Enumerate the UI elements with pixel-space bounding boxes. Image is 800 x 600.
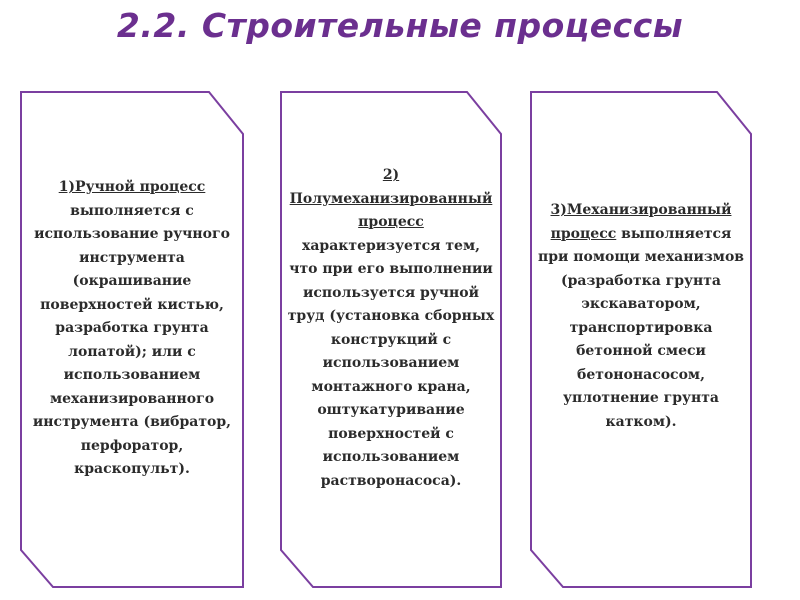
- card-heading: 1)Ручной процесс: [58, 179, 206, 195]
- card-semi-mechanized-process: [281, 92, 501, 587]
- card-body: выполняется с использование ручного инструмента (окрашивание поверхностей кистью, разработка грунта лопатой); или с использованием механизированного инструмента (вибратор, перфоратор, краскопульт).: [32, 202, 232, 477]
- card-manual-process: [21, 92, 243, 587]
- card-body: выполняется при помощи механизмов (разработка грунта экскаватором, транспортировка бетонной смеси бетононасосом, уплотнение грунта катком).: [537, 225, 745, 430]
- card-text: [537, 199, 745, 434]
- slide-title: 2.2. Строительные процессы: [116, 6, 684, 45]
- card-heading: 2) Полумеханизированный процесс: [289, 167, 493, 230]
- card-body: характеризуется тем, что при его выполнении используется ручной труд (установка сборных конструкций с использованием монтажного крана, оштукатуривание поверхностей с использованием растворонасоса).: [287, 237, 495, 489]
- card-mechanized-process: [531, 92, 751, 587]
- card-heading: 3)Механизированный процесс: [550, 202, 732, 242]
- card-text: [287, 164, 495, 493]
- card-text: [31, 176, 233, 482]
